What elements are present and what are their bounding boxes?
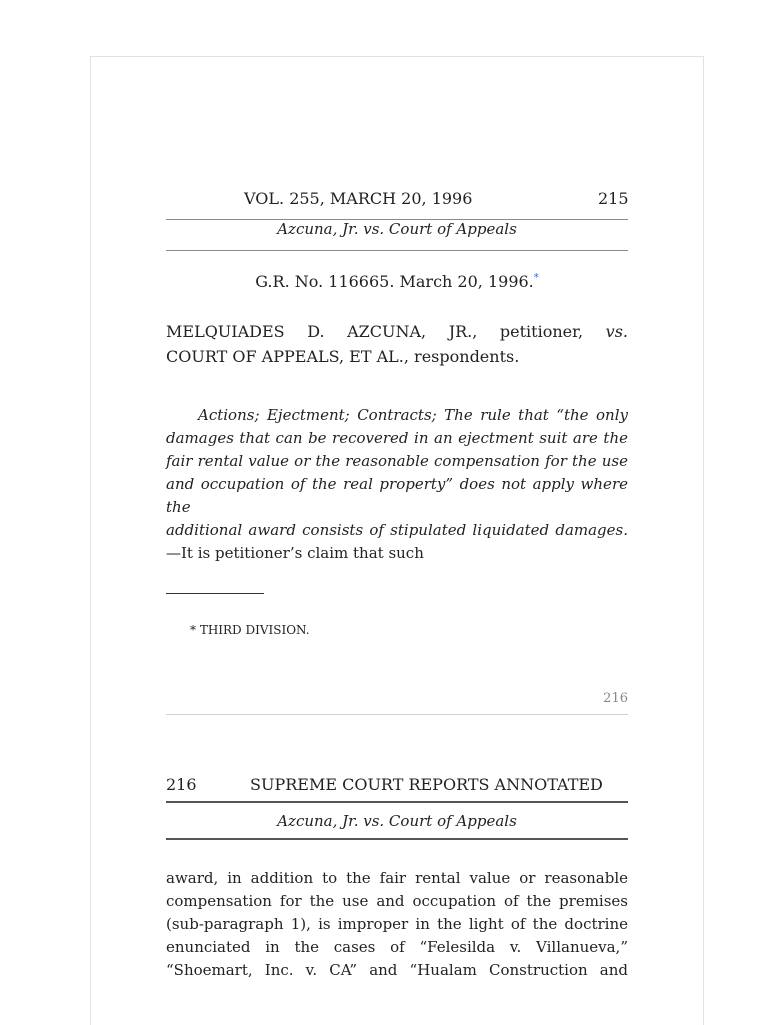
docket-number: G.R. No. 116665. March 20, 1996. (255, 272, 534, 291)
footnote: * THIRD DIVISION. (190, 623, 310, 637)
body-line: (sub-paragraph 1), is improper in the light of the doctrine (166, 915, 628, 933)
syllabus-line: Actions; Ejectment; Contracts; The rule that “the only (198, 406, 628, 424)
syllabus-line: —It is petitioner’s claim that such (166, 544, 424, 562)
parties-line-1 (166, 322, 628, 341)
page-break-rule (166, 714, 628, 715)
case-title: Azcuna, Jr. vs. Court of Appeals (277, 220, 517, 238)
body-line: “Shoemart, Inc. v. CA” and “Hualam Construction and (166, 961, 628, 979)
body-text (166, 867, 628, 982)
page-number: 215 (598, 189, 629, 208)
docket-footnote-mark[interactable]: * (533, 272, 539, 284)
syllabus-line: damages that can be recovered in an ejectment suit are the (166, 429, 628, 447)
running-head-center: SUPREME COURT REPORTS ANNOTATED (250, 775, 603, 794)
syllabus (166, 404, 628, 565)
footnote-rule (166, 593, 264, 594)
header-rule-top (166, 801, 628, 803)
syllabus-line: and occupation of the real property” does not apply where the (166, 475, 628, 516)
body-line: award, in addition to the fair rental value or reasonable (166, 869, 628, 887)
page-marker: 216 (603, 691, 628, 706)
petitioner-name: MELQUIADES D. AZCUNA, JR., (166, 322, 478, 341)
body-line: enunciated in the cases of “Felesilda v. Villanueva,” (166, 938, 628, 956)
syllabus-line: fair rental value or the reasonable compensation for the use (166, 452, 628, 470)
parties-line-2: COURT OF APPEALS, ET AL., respondents. (166, 347, 520, 366)
header-rule-bottom (166, 250, 628, 251)
page-number: 216 (166, 775, 197, 794)
docket-line (166, 272, 628, 291)
case-title: Azcuna, Jr. vs. Court of Appeals (277, 812, 517, 830)
header-rule-bottom (166, 838, 628, 840)
syllabus-line: additional award consists of stipulated liquidated damages. (166, 521, 628, 539)
versus: vs. (605, 322, 628, 341)
running-head-left: VOL. 255, MARCH 20, 1996 (244, 189, 473, 208)
body-line: compensation for the use and occupation of the premises (166, 892, 628, 910)
petitioner-label: petitioner, (499, 322, 584, 341)
